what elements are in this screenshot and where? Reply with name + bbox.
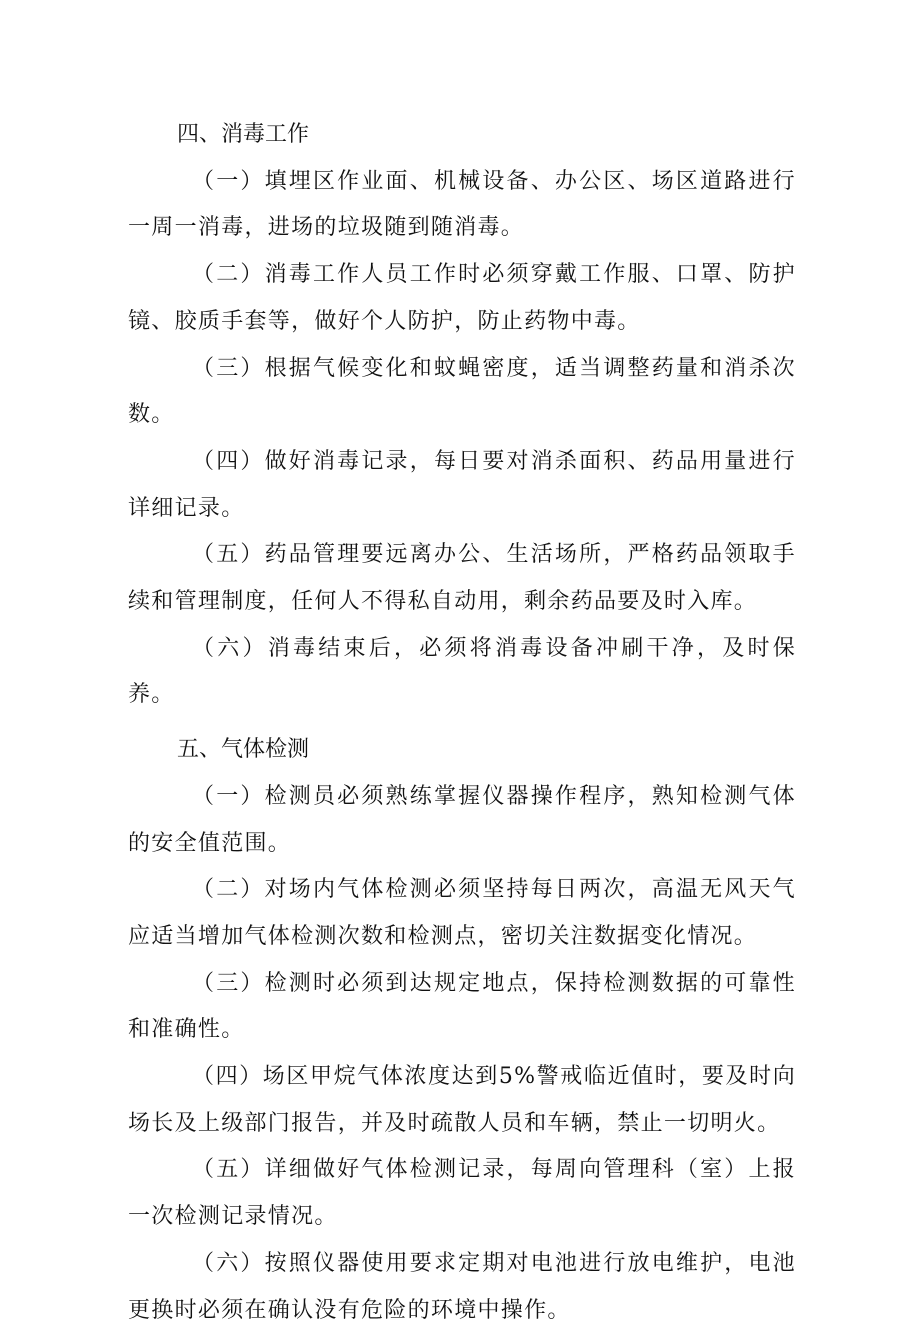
paragraph: （五）药品管理要远离办公、生活场所，严格药品领取手续和管理制度，任何人不得私自动用，剩余药品要及时入库。 [128, 542, 796, 615]
document-body [128, 112, 796, 1334]
paragraph: （三）根据气候变化和蚊蝇密度，适当调整药量和消杀次数。 [128, 355, 796, 428]
section-disinfection [128, 112, 796, 719]
paragraph: （二）对场内气体检测必须坚持每日两次，高温无风天气应适当增加气体检测次数和检测点，密切关注数据变化情况。 [128, 877, 796, 949]
paragraph: （三）检测时必须到达规定地点，保持检测数据的可靠性和准确性。 [128, 970, 796, 1043]
section-heading: 五、气体检测 [177, 737, 310, 763]
paragraph: （五）详细做好气体检测记录，每周向管理科（室）上报一次检测记录情况。 [128, 1157, 796, 1230]
paragraph: （六）消毒结束后，必须将消毒设备冲刷干净，及时保养。 [128, 635, 796, 708]
paragraph: （四）场区甲烷气体浓度达到5%警戒临近值时，要及时向场长及上级部门报告，并及时疏散人员和车辆，禁止一切明火。 [128, 1064, 796, 1136]
section-gas-detection [128, 727, 796, 1334]
paragraph: （二）消毒工作人员工作时必须穿戴工作服、口罩、防护镜、胶质手套等，做好个人防护，防止药物中毒。 [128, 262, 796, 334]
section-spacer [128, 719, 796, 727]
paragraph: （一）检测员必须熟练掌握仪器操作程序，熟知检测气体的安全值范围。 [128, 783, 796, 856]
paragraph: （一）填埋区作业面、机械设备、办公区、场区道路进行一周一消毒，进场的垃圾随到随消毒。 [128, 168, 796, 241]
paragraph: （六）按照仪器使用要求定期对电池进行放电维护，电池更换时必须在确认没有危险的环境中操作。 [128, 1250, 796, 1323]
paragraph: （四）做好消毒记录，每日要对消杀面积、药品用量进行详细记录。 [128, 448, 796, 521]
section-heading: 四、消毒工作 [177, 122, 310, 147]
